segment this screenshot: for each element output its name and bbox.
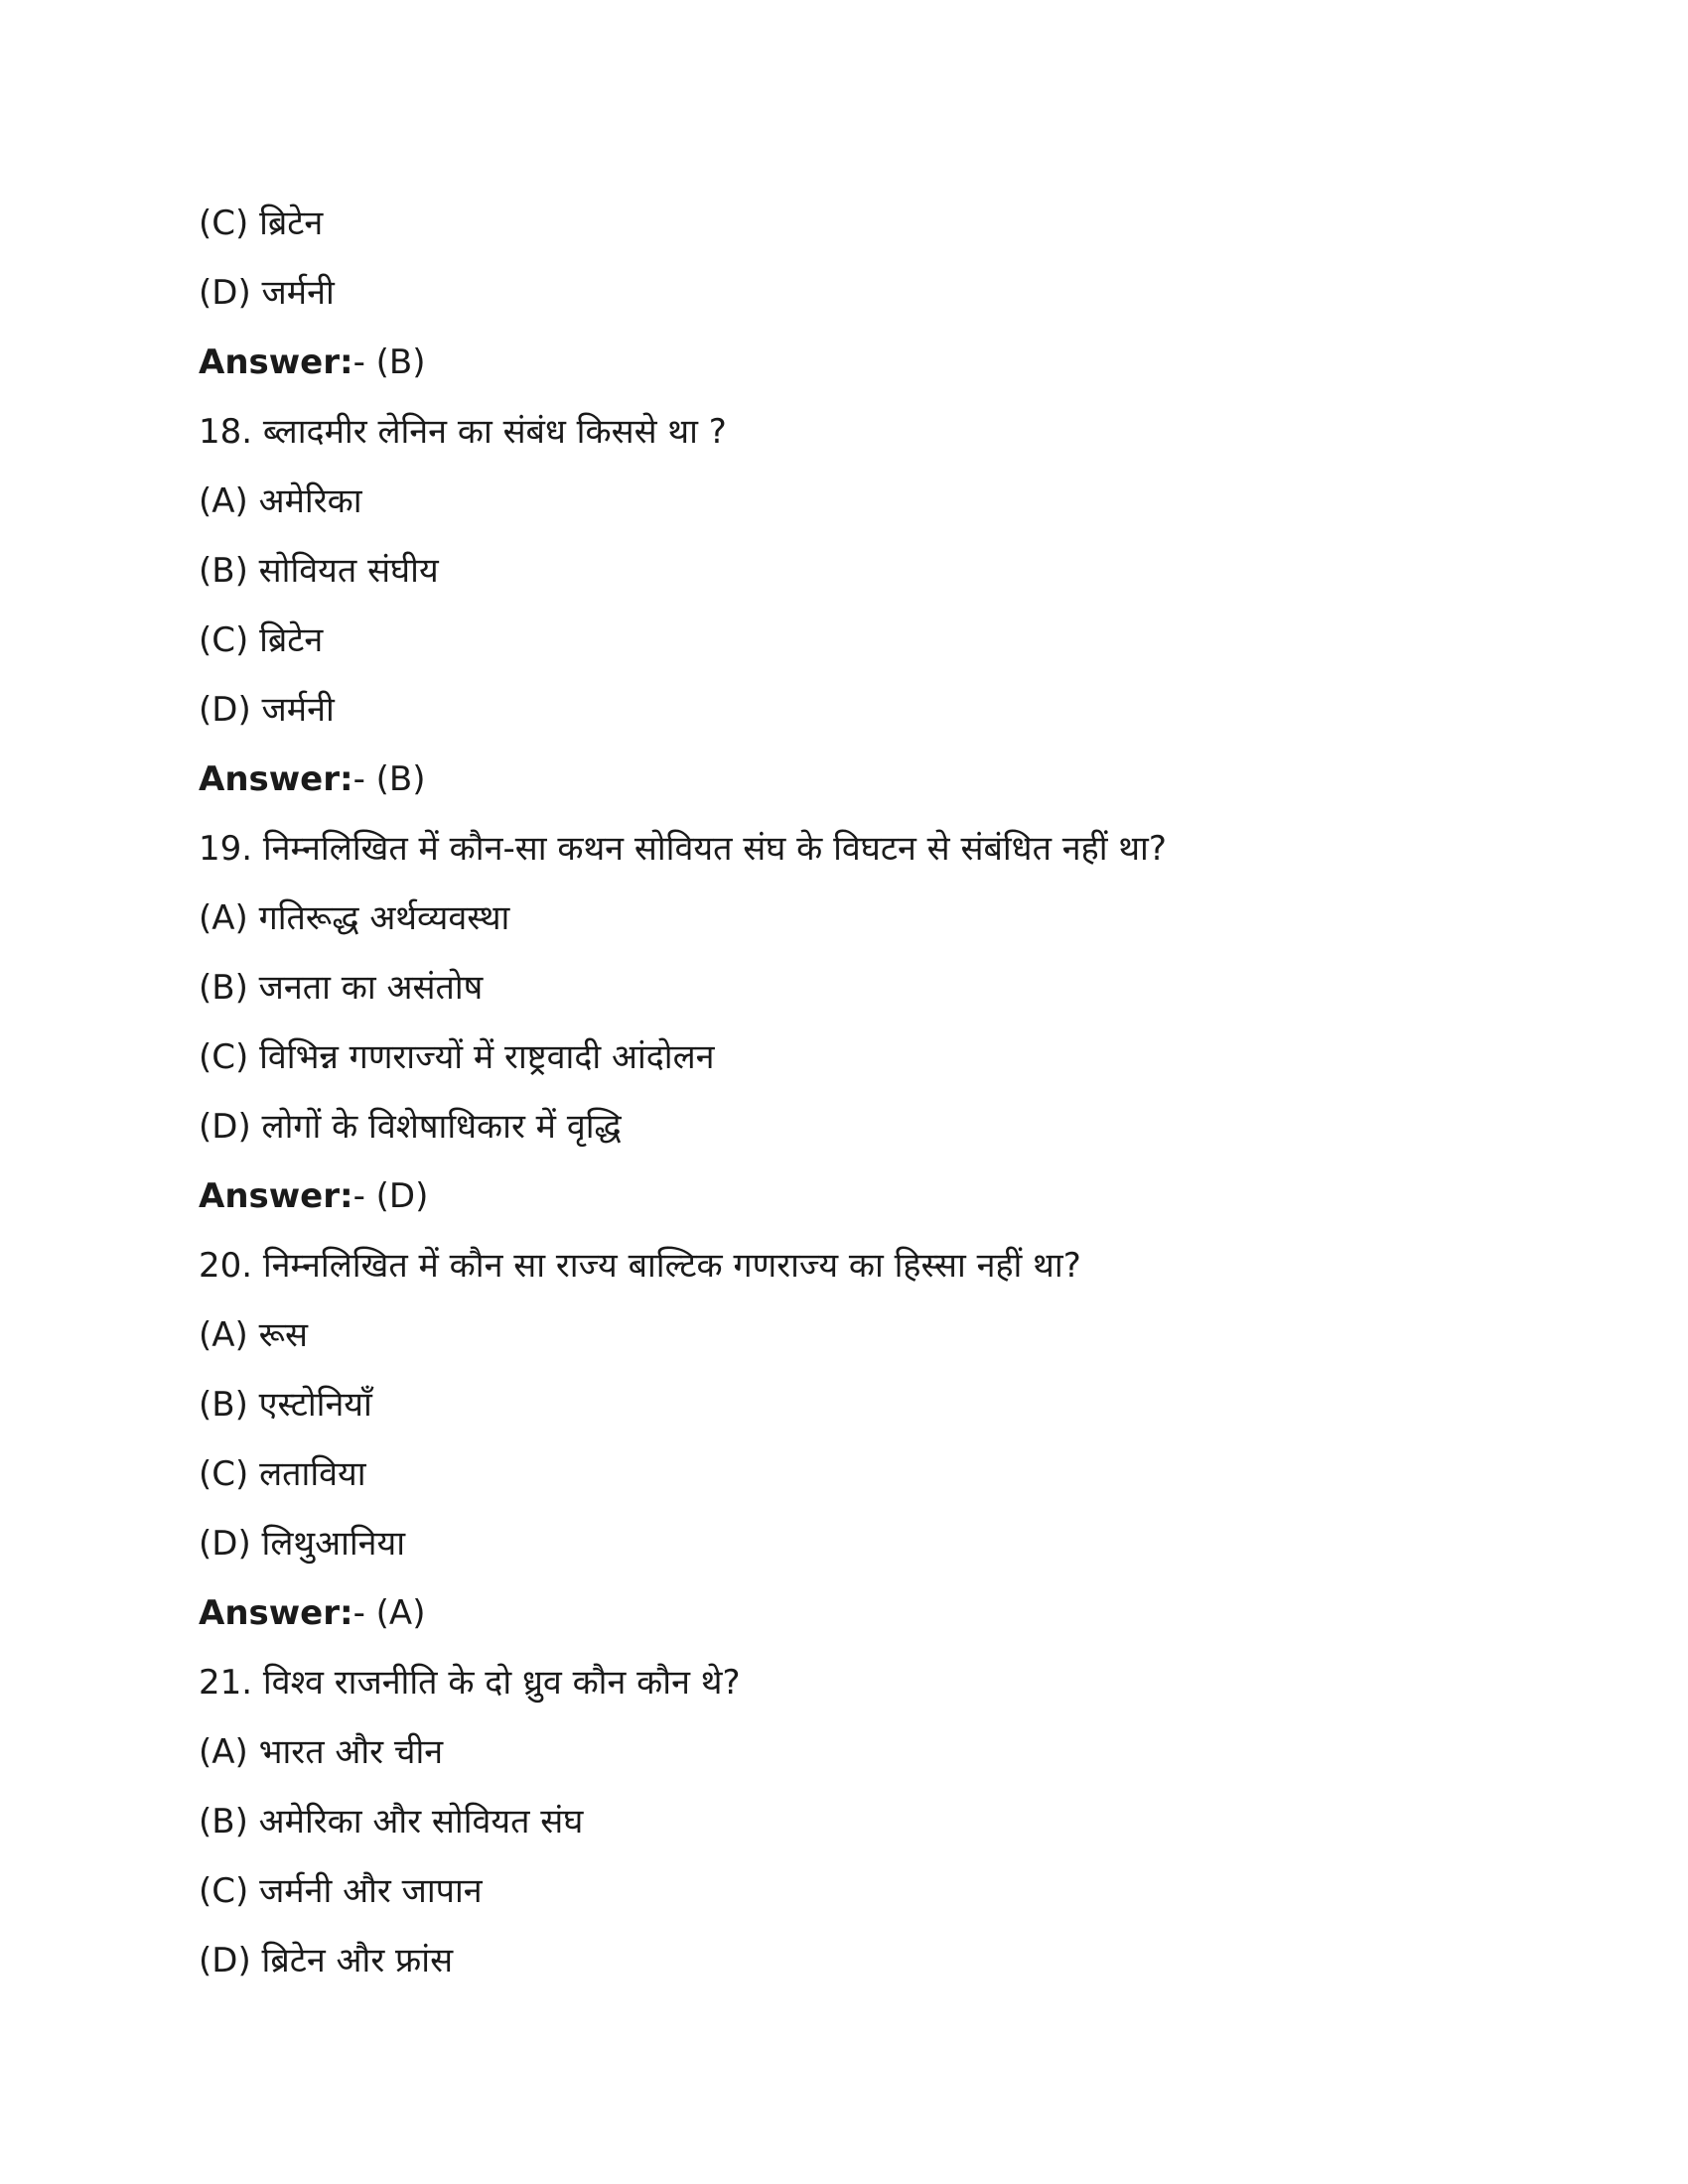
question-text: 19. निम्नलिखित में कौन-सा कथन सोवियत संघ के विघटन से संबंधित नहीं था? <box>199 829 1167 869</box>
option-line: (A) गतिरूद्ध अर्थव्यवस्था <box>199 898 510 938</box>
answer-value: - (A) <box>352 1593 426 1633</box>
option-line: (D) जर्मनी <box>199 690 335 730</box>
option-line: (C) जर्मनी और जापान <box>199 1871 483 1911</box>
option-line: (B) अमेरिका और सोवियत संघ <box>199 1802 584 1842</box>
document-page <box>199 189 1489 1995</box>
option-line: (D) लिथुआनिया <box>199 1524 406 1564</box>
option-line: (C) ब्रिटेन <box>199 620 324 660</box>
answer-value: - (B) <box>352 342 426 382</box>
answer-label: Answer: <box>199 1176 353 1216</box>
answer-label: Answer: <box>199 759 353 799</box>
option-line: (A) रूस <box>199 1315 308 1355</box>
option-line: (D) ब्रिटेन और फ्रांस <box>199 1941 454 1980</box>
option-line: (A) अमेरिका <box>199 481 362 521</box>
option-line: (D) जर्मनी <box>199 273 335 313</box>
answer-label: Answer: <box>199 342 353 382</box>
answer-line <box>199 1578 1489 1648</box>
option-line: (B) एस्टोनियाँ <box>199 1385 372 1425</box>
answer-line <box>199 745 1489 814</box>
question-text: 21. विश्व राजनीति के दो ध्रुव कौन कौन थे? <box>199 1663 741 1703</box>
option-line: (C) विभिन्न गणराज्यों में राष्ट्रवादी आंदोलन <box>199 1037 715 1077</box>
answer-value: - (D) <box>352 1176 429 1216</box>
option-line: (A) भारत और चीन <box>199 1732 444 1772</box>
answer-label: Answer: <box>199 1593 353 1633</box>
option-line: (C) ब्रिटेन <box>199 204 324 243</box>
question-text: 18. ब्लादमीर लेनिन का संबंध किससे था ? <box>199 412 727 452</box>
option-line: (C) लताविया <box>199 1454 366 1494</box>
answer-value: - (B) <box>352 759 426 799</box>
option-line: (B) जनता का असंतोष <box>199 968 484 1008</box>
option-line: (D) लोगों के विशेषाधिकार में वृद्धि <box>199 1107 622 1147</box>
option-line: (B) सोवियत संघीय <box>199 551 439 591</box>
answer-line <box>199 328 1489 397</box>
answer-line <box>199 1161 1489 1231</box>
question-text: 20. निम्नलिखित में कौन सा राज्य बाल्टिक गणराज्य का हिस्सा नहीं था? <box>199 1246 1081 1286</box>
